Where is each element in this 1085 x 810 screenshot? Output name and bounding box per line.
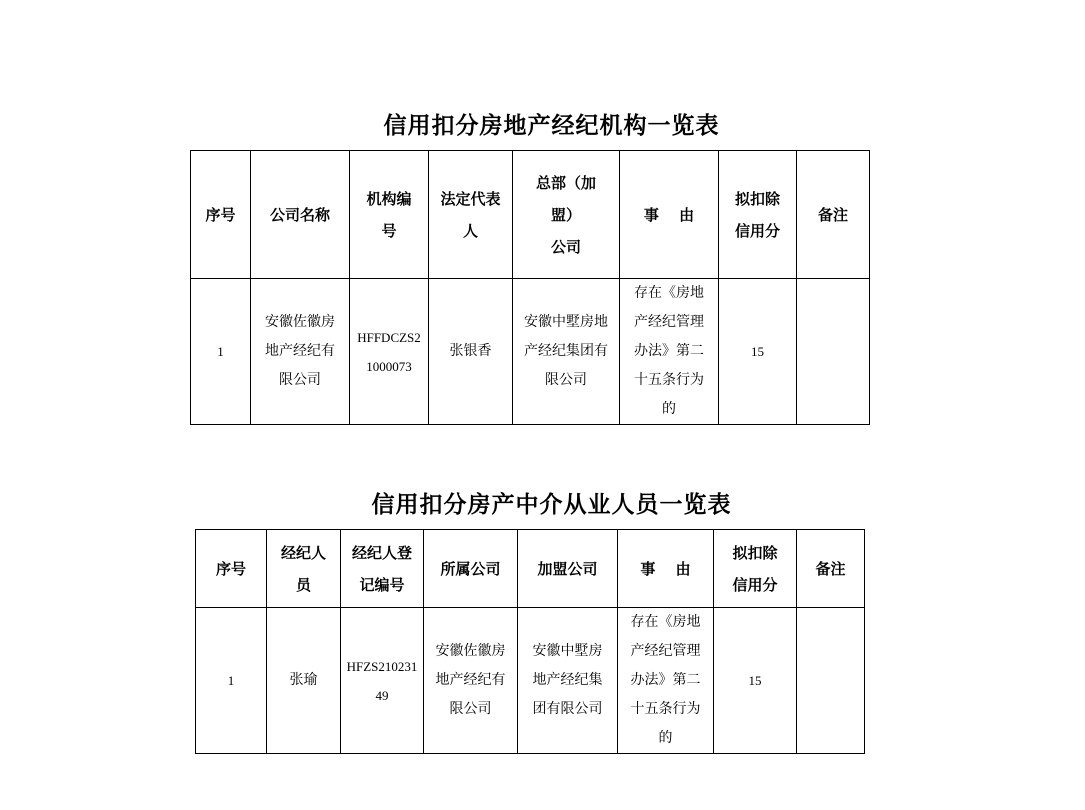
- header-remarks: 备注: [797, 151, 870, 279]
- agency-table: [190, 150, 870, 425]
- cell-company-name-text: 安徽佐徽房地产经纪有限公司: [265, 314, 335, 388]
- cell-remarks: [797, 279, 870, 425]
- agency-table-title: 信用扣分房地产经纪机构一览表: [383, 113, 720, 139]
- cell-company-name: [251, 279, 350, 425]
- cell-reason: [618, 608, 714, 754]
- cell-legal-rep: 张银香: [429, 279, 513, 425]
- table-row: [196, 608, 865, 754]
- cell-remarks: [797, 608, 865, 754]
- cell-org-no-text: HFFDCZS21000073: [357, 329, 421, 374]
- header-points-text: 拟扣除信用分: [734, 189, 780, 240]
- header-seq: 序号: [196, 530, 267, 608]
- table-row: [191, 279, 870, 425]
- cell-reason-text: 存在《房地产经纪管理办法》第二十五条行为的: [630, 614, 701, 746]
- cell-hq-company: [513, 279, 620, 425]
- cell-company-text: 安徽佐徽房地产经纪有限公司: [435, 643, 506, 717]
- header-reg-no-text: 经纪人登记编号: [351, 543, 412, 594]
- cell-agent: 张瑜: [267, 608, 341, 754]
- cell-seq: 1: [196, 608, 267, 754]
- header-reg-no: [341, 530, 424, 608]
- header-company-name: 公司名称: [251, 151, 350, 279]
- cell-company: [424, 608, 518, 754]
- agent-table: [195, 529, 865, 754]
- header-legal-rep: [429, 151, 513, 279]
- cell-franchise: [518, 608, 618, 754]
- cell-reason-text: 存在《房地产经纪管理办法》第二十五条行为的: [634, 285, 704, 417]
- cell-reason: [620, 279, 719, 425]
- header-points-text: 拟扣除信用分: [732, 543, 778, 594]
- header-hq-company: [513, 151, 620, 279]
- cell-points: 15: [714, 608, 797, 754]
- header-reason: 事 由: [618, 530, 714, 608]
- cell-franchise-text: 安徽中墅房地产经纪集团有限公司: [532, 643, 603, 717]
- header-points: [714, 530, 797, 608]
- header-points: [719, 151, 797, 279]
- header-org-no-text: 机构编号: [366, 189, 412, 240]
- cell-reg-no: [341, 608, 424, 754]
- header-seq: 序号: [191, 151, 251, 279]
- agent-table-title: 信用扣分房产中介从业人员一览表: [371, 492, 732, 518]
- header-hq-line2: 盟）: [550, 205, 581, 224]
- cell-hq-company-text: 安徽中墅房地产经纪集团有限公司: [524, 314, 608, 388]
- header-agent-text: 经纪人员: [280, 543, 326, 594]
- cell-org-no: [350, 279, 429, 425]
- agent-header-row: [196, 530, 865, 608]
- header-reason: 事 由: [620, 151, 719, 279]
- header-company: 所属公司: [424, 530, 518, 608]
- header-hq-line1: 总部（加: [535, 173, 596, 192]
- agency-header-row: [191, 151, 870, 279]
- header-remarks: 备注: [797, 530, 865, 608]
- header-franchise: 加盟公司: [518, 530, 618, 608]
- cell-seq: 1: [191, 279, 251, 425]
- header-agent: [267, 530, 341, 608]
- cell-points: 15: [719, 279, 797, 425]
- header-hq-line3: 公司: [550, 237, 581, 256]
- cell-reg-no-text: HFZS21023149: [346, 658, 418, 703]
- header-org-no: [350, 151, 429, 279]
- header-legal-rep-text: 法定代表人: [440, 189, 501, 240]
